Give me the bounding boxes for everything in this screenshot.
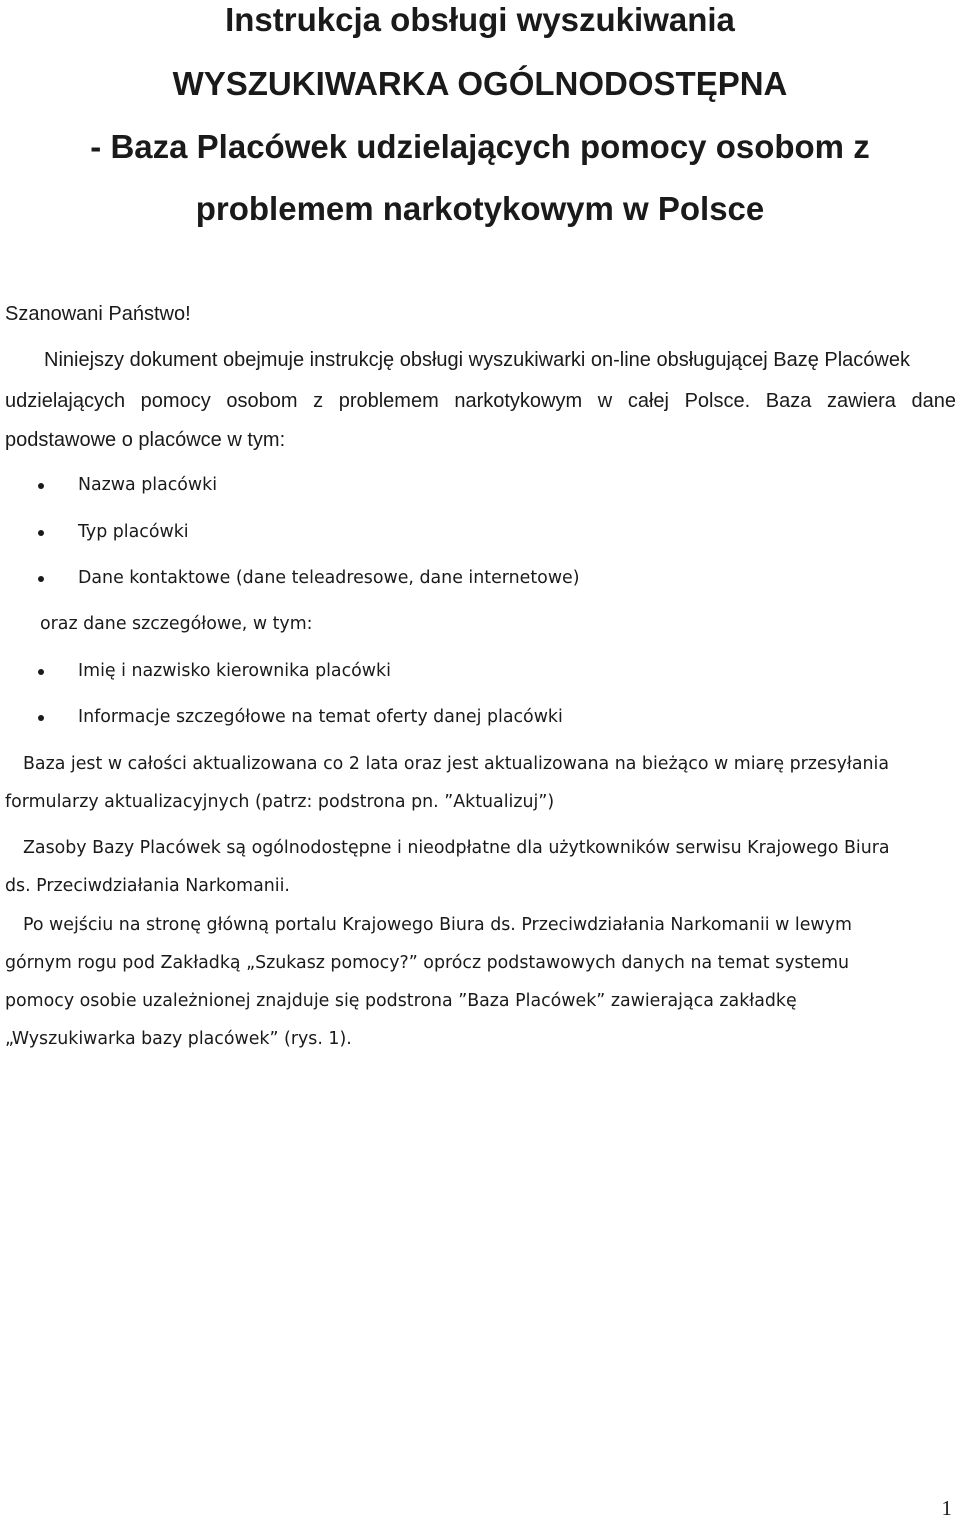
portal-line: Po wejściu na stronę główną portalu Krajowego Biura ds. Przeciwdziałania Narkomanii w lewym — [23, 915, 852, 935]
document-subtitle-database: - Baza Placówek udzielających pomocy osobom z — [90, 128, 870, 165]
list-item-text: Dane kontaktowe (dane teleadresowe, dane internetowe) — [78, 568, 580, 588]
list-item-text: Informacje szczegółowe na temat oferty danej placówki — [78, 707, 563, 727]
document-subtitle-database-cont: problemem narkotykowym w Polsce — [195, 190, 765, 227]
bullet-icon — [38, 669, 44, 675]
document-subtitle-search-engine: WYSZUKIWARKA OGÓLNODOSTĘPNA — [172, 65, 788, 102]
greeting: Szanowani Państwo! — [5, 303, 191, 325]
list-item-text: Imię i nazwisko kierownika placówki — [78, 661, 391, 681]
list-item-text: Typ placówki — [78, 522, 189, 542]
update-line: formularzy aktualizacyjnych (patrz: podstrona pn. ”Aktualizuj”) — [5, 792, 555, 812]
access-line: Zasoby Bazy Placówek są ogólnodostępne i nieodpłatne dla użytkowników serwisu Krajowego Biura — [23, 838, 890, 858]
update-line: Baza jest w całości aktualizowana co 2 lata oraz jest aktualizowana na bieżąco w miarę przesyłania — [23, 754, 890, 774]
bullet-icon — [38, 576, 44, 582]
intro-line: podstawowe o placówce w tym: — [5, 429, 286, 451]
document-title: Instrukcja obsługi wyszukiwania — [225, 1, 735, 38]
list-item-text: Nazwa placówki — [78, 475, 218, 495]
intro-line: Niniejszy dokument obejmuje instrukcję obsługi wyszukiwarki on-line obsługującej Bazę Placówek — [44, 349, 910, 371]
page-number: 1 — [941, 1496, 952, 1520]
portal-line: „Wyszukiwarka bazy placówek” (rys. 1). — [5, 1029, 352, 1049]
bullet-icon — [38, 483, 44, 489]
bullet-icon — [38, 530, 44, 536]
detail-intro: oraz dane szczegółowe, w tym: — [40, 614, 313, 634]
portal-line: pomocy osobie uzależnionej znajduje się podstrona ”Baza Placówek” zawierająca zakładkę — [5, 991, 797, 1011]
intro-line: udzielających pomocy osobom z problemem narkotykowym w całej Polsce. Baza zawiera dane — [5, 390, 956, 412]
portal-line: górnym rogu pod Zakładką „Szukasz pomocy?” oprócz podstawowych danych na temat systemu — [5, 953, 850, 973]
bullet-icon — [38, 715, 44, 721]
access-line: ds. Przeciwdziałania Narkomanii. — [5, 876, 290, 896]
